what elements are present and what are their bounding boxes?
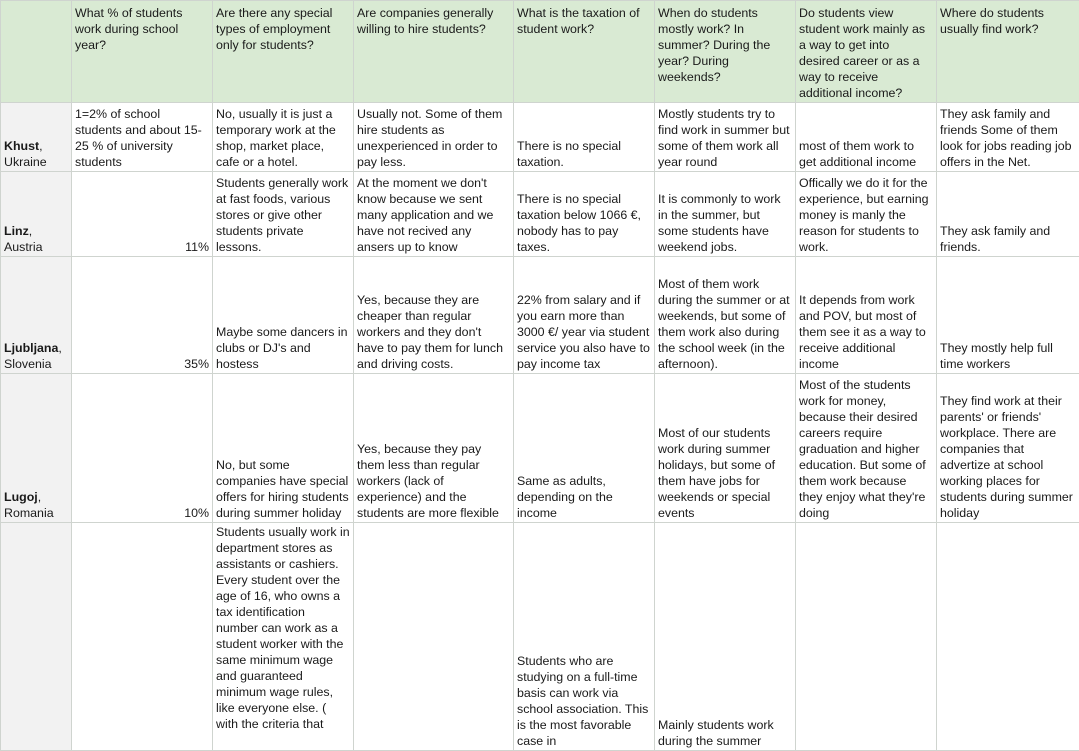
cell-special-types[interactable]: No, but some companies have special offers for hiring students during summer holiday: [213, 374, 354, 523]
cell-special-types[interactable]: Maybe some dancers in clubs or DJ's and hostess: [213, 257, 354, 374]
table-row: [1, 103, 1079, 172]
cell-where[interactable]: They find work at their parents' or friends' workplace. There are companies that advertize at school working places for students during summer holiday: [937, 374, 1079, 523]
cell-special-types[interactable]: Students usually work in department stores as assistants or cashiers. Every student over the age of 16, who owns a tax identification number can work as a student worker with the same minimum wage and guaranteed minimum wage rules, like everyone else. ( with the criteria that: [213, 523, 354, 751]
cell-view[interactable]: It depends from work and POV, but most of them see it as a way to receive additional income: [796, 257, 937, 374]
header-cell-percent[interactable]: What % of students work during school year?: [72, 1, 213, 103]
cell-where[interactable]: [937, 523, 1079, 751]
header-cell-when[interactable]: When do students mostly work? In summer? During the year? During weekends?: [655, 1, 796, 103]
header-cell-special-types[interactable]: Are there any special types of employment only for students?: [213, 1, 354, 103]
cell-special-types[interactable]: No, usually it is just a temporary work at the shop, market place, cafe or a hotel.: [213, 103, 354, 172]
cell-percent[interactable]: 1=2% of school students and about 15-25 % of university students: [72, 103, 213, 172]
cell-where[interactable]: They ask family and friends.: [937, 172, 1079, 257]
table-row: [1, 374, 1079, 523]
cell-special-types[interactable]: Students generally work at fast foods, various stores or give other students private lessons.: [213, 172, 354, 257]
cell-willing[interactable]: [354, 523, 514, 751]
cell-willing[interactable]: Yes, because they pay them less than regular workers (lack of experience) and the students are more flexible: [354, 374, 514, 523]
place-cell[interactable]: Linz, Austria: [1, 172, 72, 257]
country-name: Ukraine: [4, 155, 47, 169]
cell-when[interactable]: It is commonly to work in the summer, but some students have weekend jobs.: [655, 172, 796, 257]
cell-willing[interactable]: At the moment we don't know because we sent many application and we have not recived any ansers up to know: [354, 172, 514, 257]
country-name: Slovenia: [4, 357, 52, 371]
header-cell-taxation[interactable]: What is the taxation of student work?: [514, 1, 655, 103]
cell-where[interactable]: They mostly help full time workers: [937, 257, 1079, 374]
header-row: [1, 1, 1079, 103]
country-name: Austria: [4, 240, 43, 254]
header-cell-where[interactable]: Where do students usually find work?: [937, 1, 1079, 103]
cell-taxation[interactable]: 22% from salary and if you earn more than 3000 €/ year via student service you also have to pay income tax: [514, 257, 655, 374]
cell-willing[interactable]: Usually not. Some of them hire students as unexperienced in order to pay less.: [354, 103, 514, 172]
header-cell-corner[interactable]: [1, 1, 72, 103]
table-row: [1, 172, 1079, 257]
cell-taxation[interactable]: There is no special taxation.: [514, 103, 655, 172]
cell-where[interactable]: They ask family and friends Some of them look for jobs reading job offers in the Net.: [937, 103, 1079, 172]
city-name: Lugoj: [4, 490, 38, 504]
table-row: [1, 523, 1079, 751]
cell-willing[interactable]: Yes, because they are cheaper than regular workers and they don't have to pay them for lunch and driving costs.: [354, 257, 514, 374]
cell-when[interactable]: Most of our students work during summer holidays, but some of them have jobs for weekends or special events: [655, 374, 796, 523]
table-row: [1, 257, 1079, 374]
cell-when[interactable]: Most of them work during the summer or at weekends, but some of them work also during the school week (in the afternoon).: [655, 257, 796, 374]
cell-taxation[interactable]: There is no special taxation below 1066 €, nobody has to pay taxes.: [514, 172, 655, 257]
place-cell[interactable]: Ljubljana, Slovenia: [1, 257, 72, 374]
city-name: Ljubljana: [4, 341, 58, 355]
cell-percent[interactable]: 10%: [72, 374, 213, 523]
place-cell[interactable]: [1, 523, 72, 751]
header-cell-willing[interactable]: Are companies generally willing to hire students?: [354, 1, 514, 103]
cell-percent[interactable]: 11%: [72, 172, 213, 257]
place-cell[interactable]: Khust, Ukraine: [1, 103, 72, 172]
cell-when[interactable]: Mainly students work during the summer: [655, 523, 796, 751]
city-name: Khust: [4, 139, 39, 153]
cell-view[interactable]: most of them work to get additional income: [796, 103, 937, 172]
cell-view[interactable]: [796, 523, 937, 751]
country-name: Romania: [4, 506, 54, 520]
header-cell-view[interactable]: Do students view student work mainly as a way to get into desired career or as a way to receive additional income?: [796, 1, 937, 103]
cell-taxation[interactable]: Students who are studying on a full-time basis can work via school association. This is the most favorable case in: [514, 523, 655, 751]
cell-view[interactable]: Most of the students work for money, because their desired careers require graduation and higher education. But some of them work because they enjoy what they're doing: [796, 374, 937, 523]
cell-percent[interactable]: [72, 523, 213, 751]
city-name: Linz: [4, 224, 29, 238]
cell-view[interactable]: Offically we do it for the experience, but earning money is manly the reason for students to work.: [796, 172, 937, 257]
cell-when[interactable]: Mostly students try to find work in summer but some of them work all year round: [655, 103, 796, 172]
cell-percent[interactable]: 35%: [72, 257, 213, 374]
place-cell[interactable]: Lugoj, Romania: [1, 374, 72, 523]
cell-taxation[interactable]: Same as adults, depending on the income: [514, 374, 655, 523]
